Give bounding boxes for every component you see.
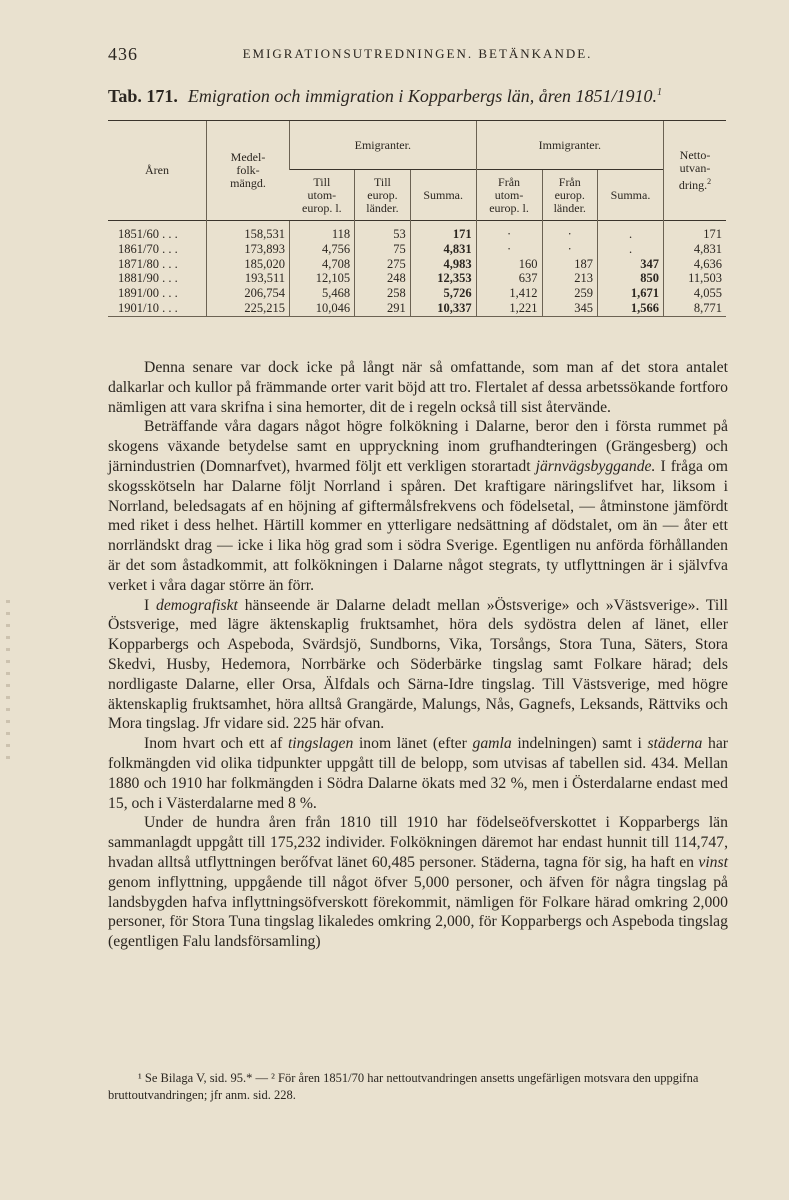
col-im-sum: Summa.: [598, 170, 664, 221]
group-emigrants: Emigranter.: [290, 121, 477, 170]
table-title: Emigration och immigration i Kopparbergs län, åren 1851/1910.: [187, 86, 658, 106]
footnotes: [108, 1070, 728, 1104]
table-title-note: 1: [657, 87, 663, 98]
col-years: Åren: [108, 121, 207, 221]
group-immigrants: Immigranter.: [476, 121, 663, 170]
paragraph: Beträffande våra dagars något högre folkökning i Dalarne, beror den i första rummet på skogens växande betydelse samt en uppryckning inom grufhandteringen (Grängesberg) och järnindustrien (Domnarfvet), hvarmed följt ett verkligen storartadt järnvägsbyggande. I fråga om skogsskötseln har Dalarne följt Norrland i spåren. Det kraftigare näringslifvet har, liksom i Norrland, beledsagats af en höjning af giftermålsfrekvens och födelsetal, — åtminstone jämfördt med riket i dess helhet. Härtill kommer en ytterligare nedsättning af dödstalet, om än — åter ett norrländskt drag — icke i lika hög grad som i södra Sverige. Egentligen nu anförda förhållanden är det som åstadkommit, att folkökningen i Dalarne något stegrats, ty utflyttningen är i självfva verket i våra dagar större än förr.: [108, 418, 728, 594]
footnote: ¹ Se Bilaga V, sid. 95.* — ² För åren 1851/70 har nettoutvandringen ansetts ungefärligen motsvara den uppgifna bruttoutvandringen; jfr anm. sid. 228.: [108, 1071, 699, 1102]
col-population: Medel- folk- mängd.: [207, 121, 290, 221]
paragraph: Inom hvart och ett af tingslagen inom länet (efter gamla indelningen) samt i städerna har folkmängden vid olika tidpunkter uppgått till de belopp, som utvisas af tabellen sid. 434. Mellan 1880 och 1910 har folkmängden i Södra Dalarne ökats med 32 %, men i Österdalarne endast med 15, och i Västerdalarne med 8 %.: [108, 735, 729, 812]
table-caption: [108, 86, 662, 107]
table-row: 1891/00 . . . 206,754 5,468 258 5,726 1,412 259 1,671 4,055: [108, 286, 726, 301]
paragraph: I demografiskt hänseende är Dalarne deladt mellan »Östsverige» och »Västsverige». Till Östsverige, med lägre äktenskaplig fruktsamhet, höra dels sydöstra delen af länet, eller Kopparbergs och Aspeboda, Svärdsjö, Sundborns, Vika, Torsångs, Stora Tuna, Säters, Stora Skedvi, Husby, Hedemora, Norrbärke och Söderbärke tingslag samt Folkare härad; dels nordligaste Dalarne, eller Orsa, Älfdals och Särna-Idre tingslag. Till Västsverige, med högre äktenskaplig fruktsamhet, höra alltså Grangärde, Malungs, Nås, Gagnefs, Leksands, Rättviks och Mora tingslag. Jfr vidare sid. 225 här ofvan.: [108, 596, 728, 733]
table-row: 1851/60 . . . 158,531 118 53 171 · · . 171: [108, 221, 726, 242]
page-header: [108, 44, 727, 66]
col-im-non-european: Från utom- europ. l.: [476, 170, 542, 221]
running-title: EMIGRATIONSUTREDNINGEN. BETÄNKANDE.: [242, 46, 593, 61]
page-number: 436: [108, 44, 138, 64]
col-net: Netto- utvan- dring.$^2$: [664, 121, 727, 221]
emigration-table: [108, 120, 726, 317]
table-label: Tab. 171.: [108, 86, 178, 106]
col-em-european: Till europ. länder.: [355, 170, 411, 221]
table-row: 1881/90 . . . 193,511 12,105 248 12,353 637 213 850 11,503: [108, 271, 726, 286]
col-im-european: Från europ. länder.: [542, 170, 598, 221]
table-row: 1901/10 . . . 225,215 10,046 291 10,337 1,221 345 1,566 8,771: [108, 301, 726, 316]
table-row: 1871/80 . . . 185,020 4,708 275 4,983 160 187 347 4,636: [108, 257, 726, 272]
table-row: 1861/70 . . . 173,893 4,756 75 4,831 · · . 4,831: [108, 242, 726, 257]
binding-marks: [6, 600, 10, 760]
paragraph: Under de hundra åren från 1810 till 1910 har födelseöfverskottet i Kopparbergs län sammanlagdt uppgått till 175,232 individer. Folkökningen däremot har endast hunnit till 114,747, hvadan alltså utflyttningen berőfvat länet 60,485 personer. Städerna, tagna för sig, ha haft en vinst genom inflyttning, uppgående till något öfver 5,000 personer, och äfven för några tingslag på landsbygden hafva inflyttningsöfverskott förekommit, nämligen för Folkare härad omkring 2,000 personer, för Stora Tuna tingslag likaledes omkring 2,000, för Kopparbergs och Aspeboda tingslag (egentligen Falu landsförsamling): [108, 814, 728, 951]
body-text: [108, 358, 728, 952]
paragraph: Denna senare var dock icke på långt när så omfattande, som man af det stora antalet dalkarlar och kullor på främmande orter varit böjd att tro. Flertalet af dessa arbetssökande fortforo nämligen att vara skrifna i sina hemorter, dit de i regeln också till sist återvände.: [108, 359, 728, 416]
col-em-non-european: Till utom- europ. l.: [290, 170, 355, 221]
net-note: 2: [707, 177, 712, 186]
col-em-sum: Summa.: [410, 170, 476, 221]
